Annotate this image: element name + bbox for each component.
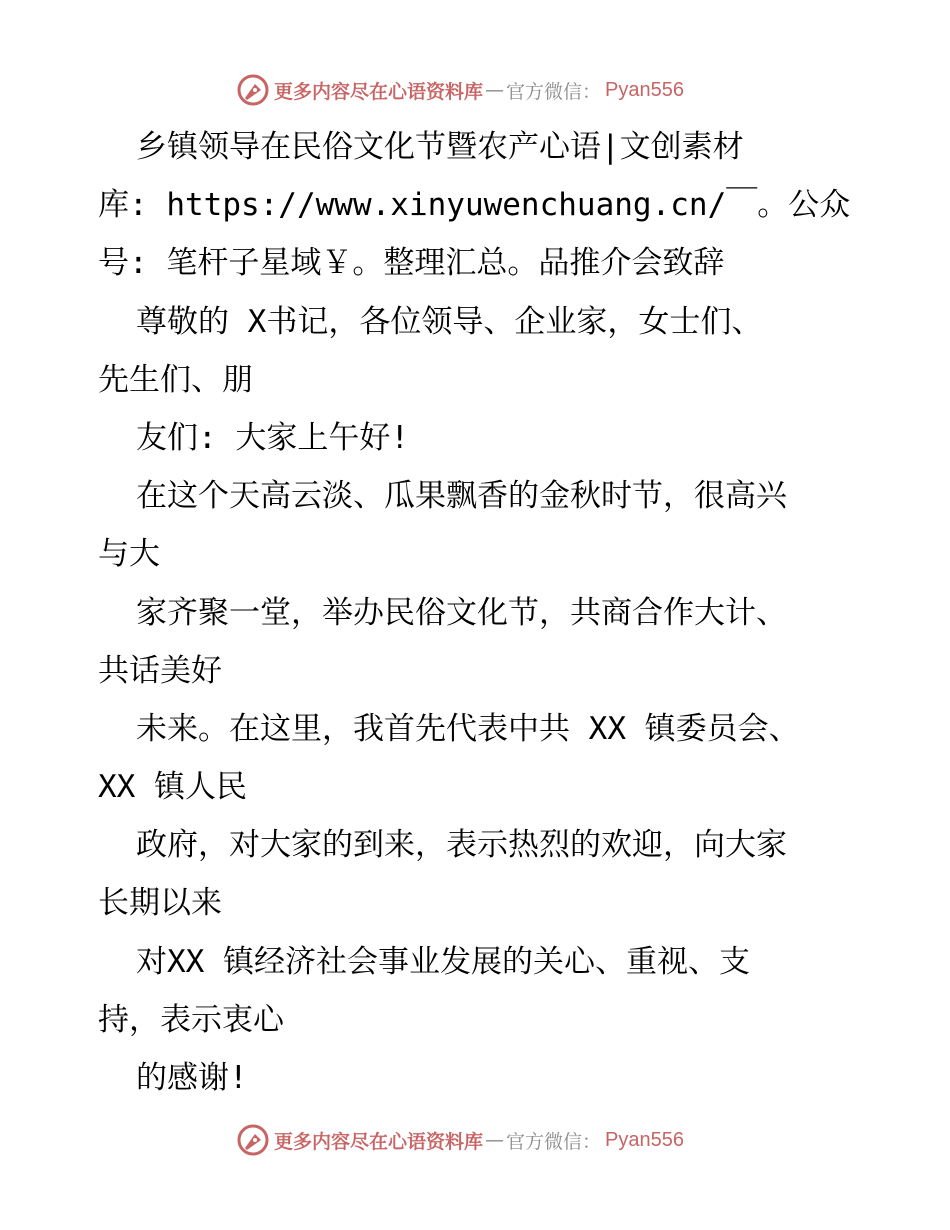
document-line: 长期以来 — [98, 885, 222, 922]
document-line: 对XX 镇经济社会事业发展的关心、重视、支 — [136, 943, 750, 980]
header-watermark — [236, 72, 684, 108]
watermark-official-label: 官方微信： — [506, 1130, 602, 1153]
document-line: 家齐聚一堂，举办民俗文化节，共商合作大计、 — [136, 594, 787, 631]
watermark-official-label: 官方微信： — [506, 80, 602, 103]
document-line: 乡镇领导在民俗文化节暨农产心语|文创素材 — [136, 129, 744, 165]
pen-nib-logo-icon — [236, 1123, 270, 1157]
document-line: 先生们、朋 — [98, 361, 253, 398]
watermark-text: 更多内容尽在心语资料库 — [274, 1130, 484, 1153]
watermark-wechat-id: Pyan556 — [605, 78, 684, 101]
document-line: XX 镇人民 — [98, 769, 247, 806]
document-line: 的感谢! — [136, 1060, 248, 1096]
document-line: 未来。在这里，我首先代表中共 XX 镇委员会、 — [136, 710, 800, 747]
document-line: 共话美好 — [98, 652, 222, 689]
document-line: 友们: 大家上午好! — [136, 419, 409, 456]
footer-watermark — [236, 1122, 684, 1158]
document-line: 与大 — [98, 536, 160, 573]
watermark-wechat-id: Pyan556 — [605, 1128, 684, 1151]
document-body — [98, 118, 868, 1107]
document-line: 在这个天高云淡、瓜果飘香的金秋时节，很高兴 — [136, 478, 787, 515]
document-line: 库: https://www.xinyuwenchuang.cn/￣。公众 — [98, 187, 851, 224]
pen-nib-logo-icon — [236, 73, 270, 107]
watermark-text: 更多内容尽在心语资料库 — [274, 80, 484, 103]
document-line: 政府，对大家的到来，表示热烈的欢迎，向大家 — [136, 827, 787, 864]
document-line: 尊敬的 X书记，各位领导、企业家，女士们、 — [136, 303, 763, 340]
document-line: 号: 笔杆子星域￥。整理汇总。品推介会致辞 — [98, 245, 725, 282]
watermark-dash: — — [485, 1129, 505, 1151]
watermark-dash: — — [485, 79, 505, 101]
document-line: 持，表示衷心 — [98, 1001, 284, 1038]
